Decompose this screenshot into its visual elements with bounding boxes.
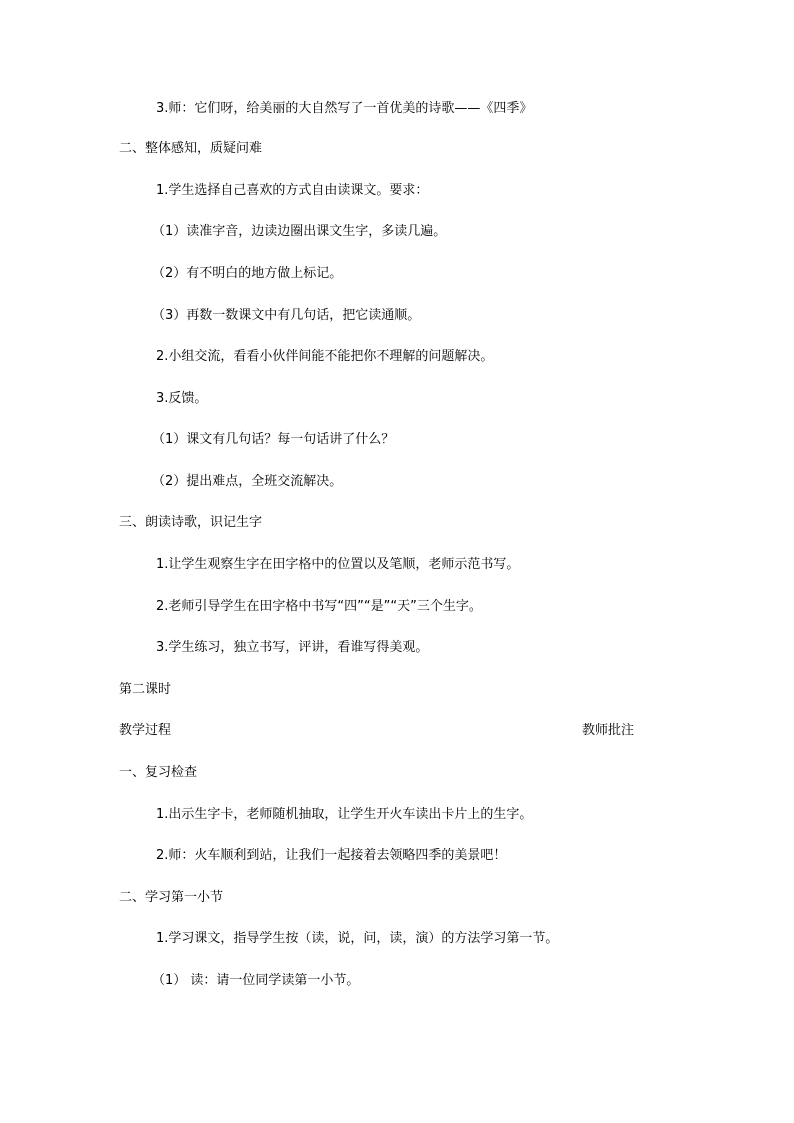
column-heading-teaching-process: 教学过程 bbox=[119, 723, 172, 738]
paragraph-free-reading: 1.学生选择自己喜欢的方式自由读课文。要求： bbox=[156, 183, 429, 198]
section-heading-overall-perception: 二、整体感知，质疑问难 bbox=[119, 141, 263, 156]
list-item-raise-difficulties: （2）提出难点，全班交流解决。 bbox=[152, 474, 343, 489]
list-item-mark-unclear: （2）有不明白的地方做上标记。 bbox=[152, 266, 343, 281]
list-item-read-first-stanza: （1） 读：请一位同学读第一小节。 bbox=[152, 973, 360, 988]
paragraph-train-arrived: 2.师：火车顺利到站，让我们一起接着去领略四季的美景吧！ bbox=[156, 848, 507, 863]
list-item-how-many-sentences: （1）课文有几句话？每一句话讲了什么？ bbox=[152, 432, 395, 447]
paragraph-group-discussion: 2.小组交流，看看小伙伴间能不能把你不理解的问题解决。 bbox=[156, 349, 494, 364]
section-heading-first-stanza: 二、学习第一小节 bbox=[119, 890, 224, 905]
paragraph-teacher-intro-poem: 3.师：它们呀，给美丽的大自然写了一首优美的诗歌——《四季》 bbox=[156, 101, 533, 116]
lesson-heading-second-period: 第二课时 bbox=[119, 682, 172, 697]
paragraph-study-method: 1.学习课文，指导学生按（读，说，问，读，演）的方法学习第一节。 bbox=[156, 931, 559, 946]
section-heading-read-poem: 三、朗读诗歌，识记生字 bbox=[119, 515, 263, 530]
list-item-count-sentences: （3）再数一数课文中有几句话，把它读通顺。 bbox=[152, 308, 421, 323]
column-heading-teacher-notes: 教师批注 bbox=[582, 723, 635, 738]
paragraph-flashcards: 1.出示生字卡，老师随机抽取，让学生开火车读出卡片上的生字。 bbox=[156, 807, 533, 822]
paragraph-observe-characters: 1.让学生观察生字在田字格中的位置以及笔顺，老师示范书写。 bbox=[156, 557, 520, 572]
list-item-read-pronunciation: （1）读准字音，边读边圈出课文生字，多读几遍。 bbox=[152, 224, 447, 239]
section-heading-review: 一、复习检查 bbox=[119, 765, 198, 780]
paragraph-practice-writing: 3.学生练习，独立书写，评讲，看谁写得美观。 bbox=[156, 640, 429, 655]
paragraph-write-characters: 2.老师引导学生在田字格中书写“四”“是”“天”三个生字。 bbox=[156, 599, 482, 614]
paragraph-feedback: 3.反馈。 bbox=[156, 391, 208, 406]
